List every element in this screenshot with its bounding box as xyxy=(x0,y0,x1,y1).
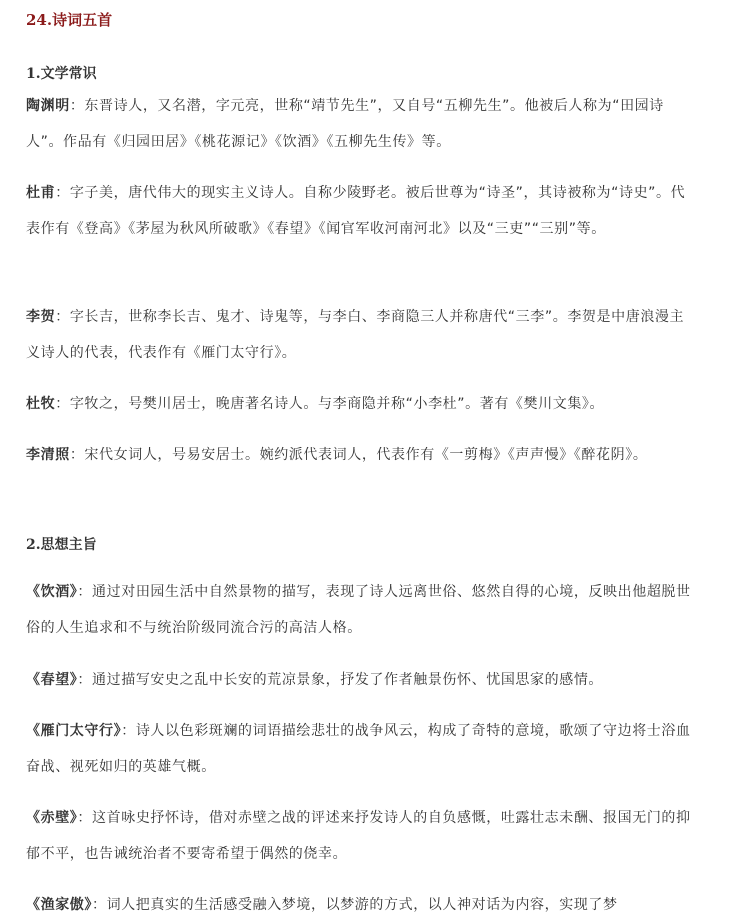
work-title: 《渔家傲》 xyxy=(26,897,92,913)
theme-entry-yanmen-taishou-xing xyxy=(26,713,696,785)
author-entry-du-fu xyxy=(26,175,696,247)
work-title: 《赤壁》 xyxy=(26,810,78,826)
author-name: 杜牧 xyxy=(26,396,56,412)
author-description: 字子美，唐代伟大的现实主义诗人。自称少陵野老。被后世尊为“诗圣”，其诗被称为“诗史”。代表作有《登高》《茅屋为秋风所破歌》《春望》《闻官军收河南河北》以及“三吏”“三别”等。 xyxy=(26,185,686,237)
author-entry-li-he xyxy=(26,299,696,371)
author-entry-du-mu xyxy=(26,386,696,422)
term-separator: ： xyxy=(69,98,85,114)
term-separator: ： xyxy=(77,584,93,600)
theme-entry-chun-wang xyxy=(26,662,696,698)
author-name: 陶渊明 xyxy=(26,98,70,114)
theme-description: 通过对田园生活中自然景物的描写，表现了诗人远离世俗、悠然自得的心境，反映出他超脱世俗的人生追求和不与统治阶级同流合污的高洁人格。 xyxy=(26,584,691,636)
term-separator: ： xyxy=(92,897,107,913)
theme-description: 诗人以色彩斑斓的词语描绘悲壮的战争风云，构成了奇特的意境，歌颂了守边将士浴血奋战、视死如归的英雄气概。 xyxy=(26,723,691,775)
term-separator: ： xyxy=(121,723,136,739)
author-name: 李贺 xyxy=(26,309,56,325)
document-title: 24.诗词五首 xyxy=(26,11,113,29)
author-entry-tao-yuanming xyxy=(26,88,696,160)
term-separator: ： xyxy=(55,309,70,325)
author-name: 杜甫 xyxy=(26,185,56,201)
author-description: 宋代女词人，号易安居士。婉约派代表词人，代表作有《一剪梅》《声声慢》《醉花阴》。 xyxy=(84,447,648,463)
section-heading-literary-knowledge: 1.文学常识 xyxy=(26,66,97,82)
term-separator: ： xyxy=(55,396,70,412)
theme-description: 词人把真实的生活感受融入梦境，以梦游的方式，以人神对话为内容，实现了梦 xyxy=(106,897,618,913)
term-separator: ： xyxy=(55,185,70,201)
work-title: 《雁门太守行》 xyxy=(26,723,122,739)
section-heading-main-ideas: 2.思想主旨 xyxy=(26,537,97,553)
author-description: 字牧之，号樊川居士，晚唐著名诗人。与李商隐并称“小李杜”。著有《樊川文集》。 xyxy=(69,396,605,412)
author-description: 字长吉，世称李长吉、鬼才、诗鬼等，与李白、李商隐三人并称唐代“三李”。李贺是中唐浪漫主义诗人的代表，代表作有《雁门太守行》。 xyxy=(26,309,685,361)
term-separator: ： xyxy=(77,672,93,688)
work-title: 《饮酒》 xyxy=(26,584,78,600)
theme-entry-yin-jiu xyxy=(26,574,696,646)
theme-entry-chi-bi xyxy=(26,800,696,872)
author-entry-li-qingzhao xyxy=(26,437,696,473)
theme-description: 通过描写安史之乱中长安的荒凉景象，抒发了作者触景伤怀、忧国思家的感情。 xyxy=(92,672,604,688)
author-name: 李清照 xyxy=(26,447,70,463)
theme-description: 这首咏史抒怀诗，借对赤壁之战的评述来抒发诗人的自负感慨，吐露壮志未酬、报国无门的抑郁不平，也告诫统治者不要寄希望于偶然的侥幸。 xyxy=(26,810,691,862)
theme-entry-yu-jia-ao xyxy=(26,887,696,923)
author-description: 东晋诗人，又名潜，字元亮，世称“靖节先生”，又自号“五柳先生”。他被后人称为“田园诗人”。作品有《归园田居》《桃花源记》《饮酒》《五柳先生传》等。 xyxy=(26,98,664,150)
term-separator: ： xyxy=(69,447,85,463)
term-separator: ： xyxy=(77,810,93,826)
work-title: 《春望》 xyxy=(26,672,78,688)
